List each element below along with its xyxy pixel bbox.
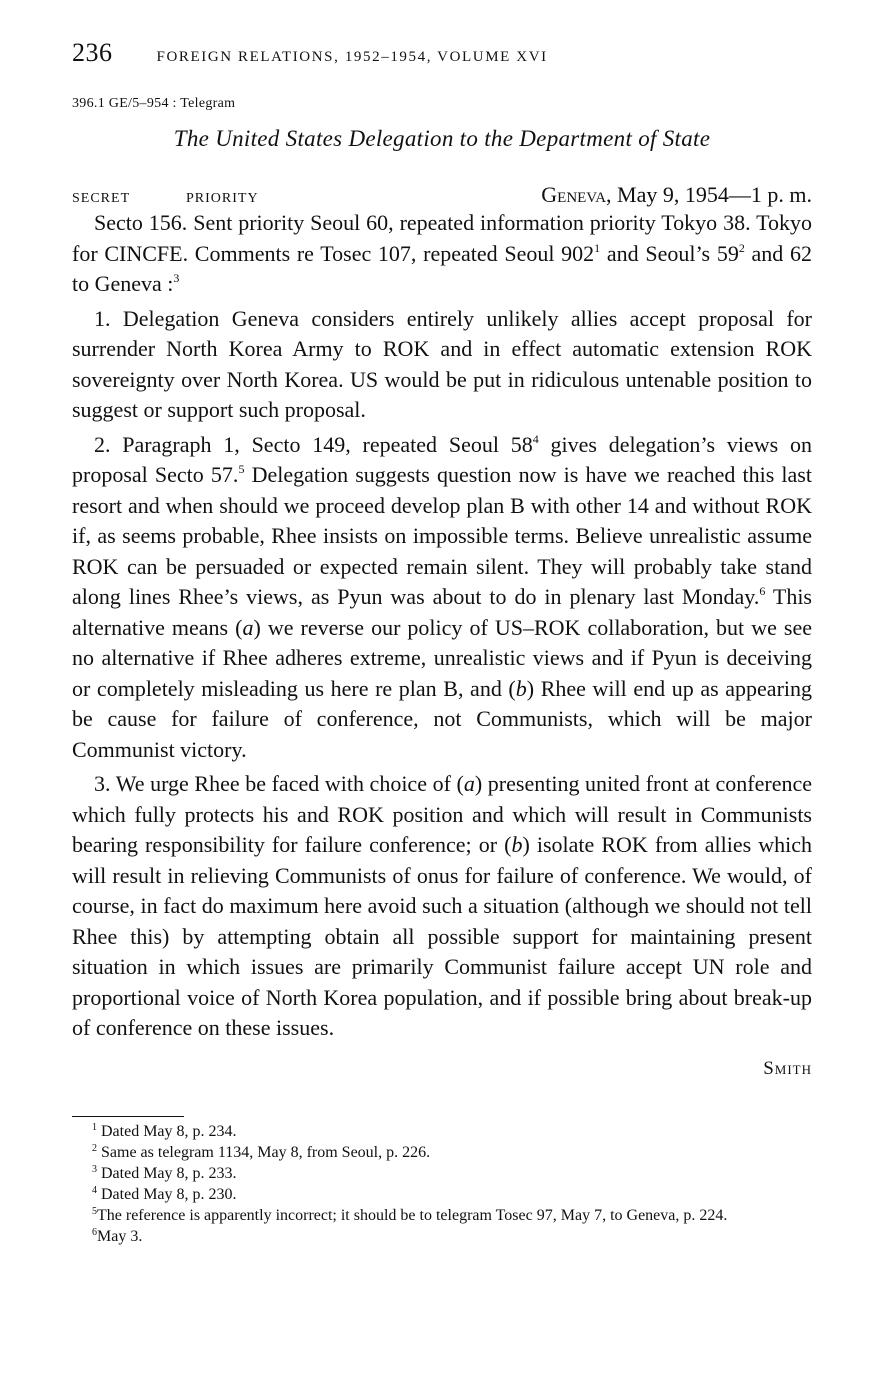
paragraph-1: 1. Delegation Geneva considers entirely unlikely allies accept proposal for surrender North Korea Army to ROK and in effect automatic extension ROK sovereignty over North Korea. US would be put in ridiculous untenable position to suggest or support such proposal.: [72, 305, 812, 422]
para2-text-1: 2. Paragraph 1, Secto 149, repeated Seoul 58: [94, 431, 533, 457]
para3-text-2: ) presenting united front at conference which fully protects his and ROK position and which will result in Communists bearing responsibility for failure conference; or (: [72, 771, 813, 857]
para3-text-3: ) isolate ROK from allies which will result in relieving Communists of onus for failure of conference. We would, of course, in fact do maximum here avoid such a situation (although we should not tell Rhee this) by attempting obtain all possible support for maintaining present situation in which issues are primarily Communist failure accept UN role and proportional voice of North Korea population, and if possible bring about break-up of conference on these issues.: [72, 832, 812, 1040]
footnotes: [72, 1121, 812, 1247]
footnote-ref-5[interactable]: 5: [238, 462, 245, 476]
para2-option-a: a: [242, 614, 254, 640]
footnote-ref-4[interactable]: 4: [532, 431, 539, 446]
footnote-text: Dated May 8, p. 230.: [97, 1185, 237, 1203]
dateline: [541, 182, 812, 208]
footnote-mark: 3: [92, 1163, 97, 1175]
footnote-text: Dated May 8, p. 233.: [97, 1164, 237, 1182]
intro-text-2: and Seoul’s 59: [600, 240, 739, 266]
footnote-text: Dated May 8, p. 234.: [97, 1122, 237, 1140]
intro-paragraph: [72, 208, 812, 300]
telegram-body: [72, 208, 812, 1044]
precedence-label: PRIORITY: [186, 191, 259, 206]
footnote-text: Same as telegram 1134, May 8, from Seoul, p. 226.: [97, 1143, 431, 1161]
para2-text-5: ) we reverse our policy of US–ROK collaboration, but we see no alternative if Rhee adheres extreme, unrealistic views and if Pyun is deceiving or completely misleading us here re plan B, and (: [72, 614, 812, 701]
footnote-mark: 5: [92, 1205, 97, 1217]
footnote-mark: 4: [92, 1184, 97, 1196]
footnote: [72, 1163, 812, 1184]
footnote-text: The reference is apparently incorrect; it should be to telegram Tosec 97, May 7, to Geneva, p. 224.: [97, 1206, 728, 1224]
footnote: [72, 1205, 812, 1226]
page-number: 236: [72, 38, 113, 67]
footnote-ref-3[interactable]: 3: [173, 271, 180, 285]
dateline-place: Geneva: [541, 182, 607, 207]
running-title: FOREIGN RELATIONS, 1952–1954, VOLUME XVI: [156, 49, 548, 65]
document-page: [72, 38, 812, 1247]
footnote-text: May 3.: [97, 1227, 143, 1245]
document-id: 396.1 GE/5–954 : Telegram: [72, 96, 236, 111]
classification-line: [72, 182, 812, 208]
footnote-divider: [72, 1116, 184, 1117]
paragraph-3: [72, 769, 812, 1044]
classification-label: SECRET: [72, 191, 131, 206]
intro-text-1: Secto 156. Sent priority Seoul 60, repeated information priority Tokyo 38. Tokyo for CINCFE. Comments re Tosec 107, repeated Seoul 902: [72, 210, 812, 266]
para2-text-2: gives delegation’s views on proposal Secto 57.: [72, 431, 813, 487]
footnote: [72, 1121, 812, 1142]
para3-option-b: b: [511, 832, 523, 857]
footnote: [72, 1142, 812, 1163]
footnote-mark: 6: [92, 1226, 97, 1238]
para2-text-4: This alternative means (: [72, 584, 812, 640]
para3-text-1: 3. We urge Rhee be faced with choice of (: [94, 771, 464, 796]
signature: Smith: [763, 1057, 812, 1079]
para2-option-b: b: [515, 675, 527, 701]
footnote: [72, 1184, 812, 1205]
intro-text-3: and 62 to Geneva :: [72, 240, 812, 296]
footnote: [72, 1226, 812, 1247]
footnote-mark: 1: [92, 1121, 97, 1133]
footnote-ref-1[interactable]: 1: [594, 240, 601, 255]
para3-option-a: a: [463, 771, 475, 796]
para2-text-3: Delegation suggests question now is have we reached this last resort and when should we proceed develop plan B with other 14 and without ROK if, as seems probable, Rhee insists on impossible terms. Believe unrealistic assume ROK can be persuaded or expected remain silent. They will probably take stand along lines Rhee’s views, as Pyun was about to do in plenary last Monday.: [72, 462, 812, 609]
document-title: The United States Delegation to the Department of State: [173, 126, 711, 151]
para2-text-6: ) Rhee will end up as appearing be cause for failure of conference, not Communists, which will be major Communist victory.: [72, 675, 813, 762]
footnote-ref-6[interactable]: 6: [759, 584, 766, 598]
footnote-mark: 2: [92, 1142, 97, 1154]
paragraph-2: [72, 430, 812, 766]
footnote-ref-2[interactable]: 2: [738, 240, 745, 255]
page-header: [72, 38, 812, 82]
dateline-date: , May 9, 1954—1 p. m.: [606, 182, 812, 207]
